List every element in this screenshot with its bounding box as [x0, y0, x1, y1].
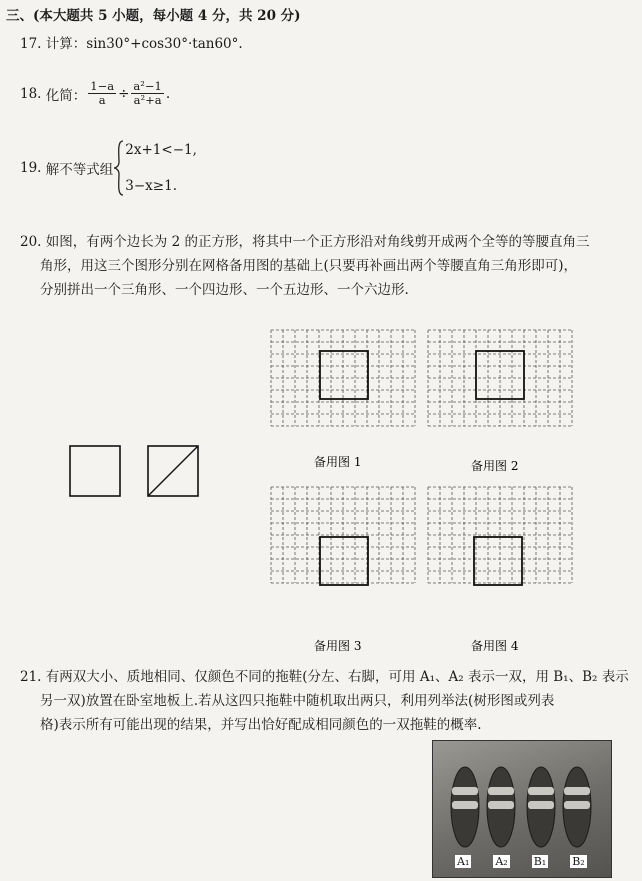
section-header: 三、(本大题共 5 小题，每小题 4 分，共 20 分)	[6, 8, 301, 24]
label-b1: B₁	[533, 855, 547, 868]
question-20	[20, 230, 589, 302]
label-a1: A₁	[457, 855, 470, 868]
fraction-1-denominator: a	[98, 93, 106, 108]
slippers-photo	[432, 740, 612, 878]
slipper-labels	[455, 855, 587, 868]
question-18-label: 化简：	[45, 87, 87, 104]
grid-figure-4	[428, 487, 572, 585]
label-a2: A₂	[495, 855, 508, 868]
question-19-number: 19.	[20, 160, 42, 176]
fraction-2-denominator: a²+a	[133, 93, 162, 108]
division-sign: ÷	[118, 85, 130, 102]
caption-figure-4: 备用图 4	[471, 639, 519, 653]
grid-figure-3	[271, 487, 415, 585]
question-18-end: .	[165, 85, 171, 102]
caption-figure-2: 备用图 2	[471, 459, 519, 473]
inequality-line-2: 3−x≥1.	[125, 178, 177, 194]
question-17	[20, 32, 243, 52]
fraction-2	[131, 80, 163, 107]
fraction-2-numerator: a²−1	[133, 79, 162, 93]
question-17-text: 计算：sin30°+cos30°·tan60°.	[45, 36, 243, 52]
question-20-number: 20.	[20, 234, 42, 250]
question-19-label: 解不等式组	[45, 162, 114, 178]
question-18-number: 18.	[20, 85, 42, 102]
question-21-line-2: 另一双)放置在卧室地板上.若从这四只拖鞋中随机取出两只，利用列举法(树形图或列表	[40, 693, 555, 709]
inequality-system	[113, 140, 197, 196]
caption-figure-1: 备用图 1	[314, 455, 362, 469]
question-21-line-1: 有两双大小、质地相同、仅颜色不同的拖鞋(分左、右脚，可用 A₁、A₂ 表示一双，用 B₁、B₂ 表示	[45, 669, 629, 685]
given-cut-square	[148, 446, 198, 496]
question-20-figures	[0, 300, 642, 660]
inequality-line-1: 2x+1<−1,	[125, 142, 197, 158]
question-20-line-1: 如图，有两个边长为 2 的正方形，将其中一个正方形沿对角线剪开成两个全等的等腰直角三	[45, 234, 590, 250]
question-18	[20, 80, 170, 107]
question-20-line-3: 分别拼出一个三角形、一个四边形、一个五边形、一个六边形.	[40, 282, 409, 298]
question-21-line-3: 格)表示所有可能出现的结果，并写出恰好配成相同颜色的一双拖鞋的概率.	[40, 717, 482, 733]
fraction-1	[88, 80, 116, 107]
question-17-number: 17.	[20, 36, 42, 52]
label-b2: B₂	[572, 855, 585, 868]
grid-figure-2	[428, 330, 572, 426]
given-square	[70, 446, 120, 496]
fraction-1-numerator: 1−a	[90, 79, 115, 93]
caption-figure-3: 备用图 3	[314, 639, 362, 653]
question-21-number: 21.	[20, 669, 42, 685]
grid-figure-1	[271, 330, 415, 426]
question-19	[20, 140, 197, 196]
question-20-line-2: 角形，用这三个图形分别在网格备用图的基础上(只要再补画出两个等腰直角三角形即可)，	[40, 258, 578, 274]
question-21	[20, 665, 629, 737]
left-brace-icon	[113, 140, 125, 196]
